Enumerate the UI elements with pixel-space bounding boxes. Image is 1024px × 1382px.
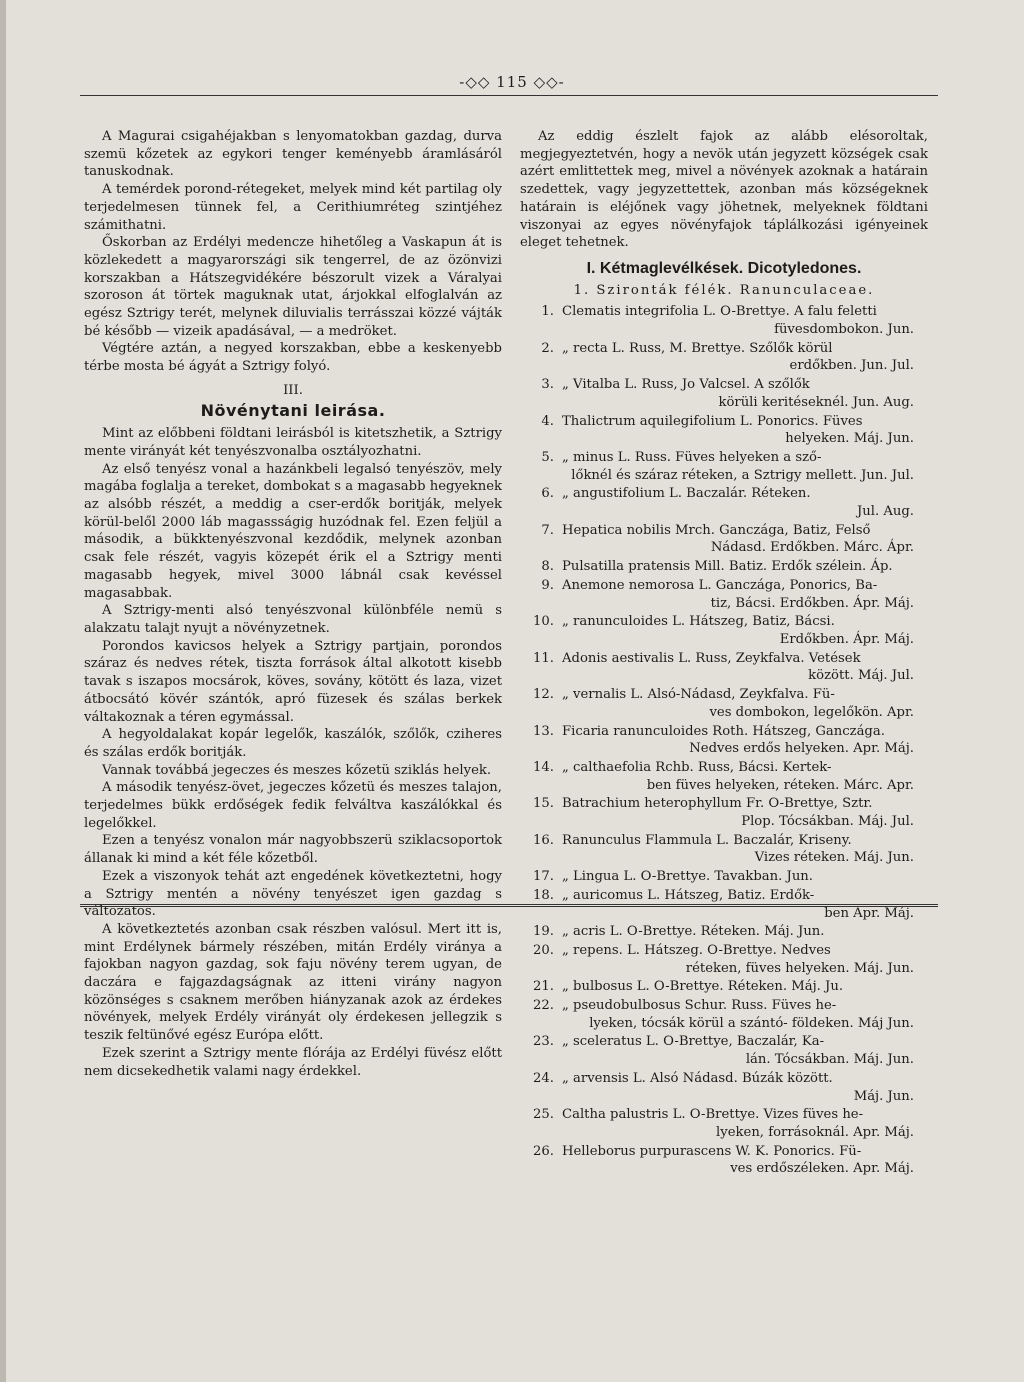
entry-line-1: Helleborus purpurascens W. K. Ponorics. Fü- [562,1143,862,1159]
entry-number: 21. [533,979,554,995]
species-entry [520,1143,928,1178]
entry-text [562,613,928,648]
paragraph: A Sztrigy-menti alsó tenyészvonal különbféle nemü s alakzatu talajt nyujt a növényzetnek. [84,603,502,636]
entry-text [562,1143,928,1178]
entry-line-1: „ Vitalba L. Russ, Jo Valcsel. A szőlők [562,377,810,393]
entry-text [562,485,928,520]
species-entry [520,577,928,612]
species-entry [520,413,928,448]
species-entry [520,1070,928,1105]
entry-text [562,923,928,941]
entry-number: 16. [533,832,554,848]
entry-text [562,759,928,794]
species-entry [520,303,928,338]
section-number: III. [283,382,303,398]
entry-number: 13. [533,723,554,739]
paragraph: Mint az előbbeni földtani leirásból is kitetszhetik, a Sztrigy mente virányát két tenyészvonalba osztályozhatni. [84,426,502,459]
entry-line-2: lőknél és száraz réteken, a Sztrigy mellett. Jun. Jul. [571,467,914,483]
paragraph: Az első tenyész vonal a hazánkbeli legalsó tenyészöv, mely magába foglalja a tereket, dombokat s a magasabb hegyeknek az alsóbb részét, a meddig a cser-erdők boritják, melyek körül-belől 2000 láb magassságig huzódnak fel. Ezen feljül a második, a bükktenyészvonal kezdődik, melynek azonban csak fele részét, vagyis közepét érik el a Sztrigy menti magasabb hegyek, mivel 3000 lábnál csak kevéssel magasabbak. [84,461,502,601]
species-entry [520,832,928,867]
entry-number: 8. [541,559,554,575]
paragraph: Ezek a viszonyok tehát azt engedének következtetni, hogy a Sztrigy mentén a növény tenyészet igen gazdag s változatos. [84,868,502,920]
entry-line-2: körüli keritéseknél. Jun. Aug. [718,394,914,410]
entry-number: 20. [533,942,554,958]
entry-number: 18. [533,887,554,903]
paragraph: A második tenyész-övet, jegeczes kőzetü és meszes talajon, terjedelmes bükk erdőségek fedik felváltva kaszálókkal és legelőkkel. [84,780,502,831]
entry-line-1: „ calthaefolia Rchb. Russ, Bácsi. Kertek- [562,759,832,775]
entry-line-1: Batrachium heterophyllum Fr. O-Brettye, Sztr. [562,796,873,812]
species-list [520,303,928,1178]
section-title: Növénytani leirása. [200,400,386,420]
entry-line-2: ves dombokon, legelőkön. Apr. [709,704,914,720]
entry-text [562,832,928,867]
entry-text [562,978,928,996]
family-heading: 1. Szironták félék. Ranunculaceae. [573,282,875,298]
entry-number: 1. [541,304,554,320]
entry-line-2: Nedves erdős helyeken. Apr. Máj. [689,741,914,757]
species-entry [520,650,928,685]
class-heading: I. Kétmaglevélkések. Dicotyledones. [586,259,862,277]
entry-text [562,577,928,612]
entry-line-2: Vizes réteken. Máj. Jun. [754,850,914,866]
species-entry [520,795,928,830]
entry-line-1: „ bulbosus L. O-Brettye. Réteken. Máj. Ju. [562,979,844,995]
right-column [520,128,928,1179]
entry-number: 12. [533,687,554,703]
paragraph: Vannak továbbá jegeczes és meszes kőzetü sziklás helyek. [102,762,492,778]
entry-line-2: tiz, Bácsi. Erdőkben. Ápr. Máj. [710,595,914,611]
species-entry [520,868,928,886]
species-entry [520,997,928,1032]
entry-line-1: „ ranunculoides L. Hátszeg, Batiz, Bácsi. [562,614,835,630]
species-entry [520,978,928,996]
entry-line-1: „ vernalis L. Alsó-Nádasd, Zeykfalva. Fü- [562,687,835,703]
entry-text [562,650,928,685]
entry-text [562,1070,928,1105]
entry-number: 17. [533,869,554,885]
species-entry [520,340,928,375]
entry-number: 7. [541,522,554,538]
entry-line-1: „ recta L. Russ, M. Brettye. Szőlők körül [562,340,833,356]
entry-number: 9. [541,577,554,593]
species-entry [520,1033,928,1068]
entry-text [562,449,928,484]
entry-number: 15. [533,796,554,812]
entry-line-1: Ficaria ranunculoides Roth. Hátszeg, Ganczága. [562,723,885,739]
entry-line-2: Máj. Jun. [853,1088,914,1104]
entry-text [562,868,928,886]
entry-line-1: „ sceleratus L. O-Brettye, Baczalár, Ka- [562,1034,825,1050]
entry-number: 26. [533,1143,554,1159]
species-entry [520,723,928,758]
entry-text [562,558,928,576]
entry-number: 3. [541,377,554,393]
entry-line-1: „ pseudobulbosus Schur. Russ. Füves he- [562,998,837,1014]
entry-number: 14. [533,759,554,775]
entry-number: 5. [541,449,554,465]
entry-number: 23. [533,1034,554,1050]
species-entry [520,558,928,576]
binding-edge [0,0,6,1382]
entry-text [562,686,928,721]
paragraph: Porondos kavicsos helyek a Sztrigy partjain, porondos száraz és nedves rétek, tiszta források által alkotott kisebb tavak s iszapos mocsárok, köves, sovány, kötött és laza, vizet átbocsátó kövér szántók, apró füzesek és szálas berkek váltakoznak a téren egymással. [84,638,502,725]
entry-line-1: Clematis integrifolia L. O-Brettye. A falu feletti [562,304,877,320]
entry-text [562,413,928,448]
paragraph: A temérdek porond-rétegeket, melyek mind két partilag oly terjedelmesen tünnek fel, a Cerithiumréteg szintjéhez számithatni. [84,182,502,233]
entry-line-2: Nádasd. Erdőkben. Márc. Ápr. [710,540,914,556]
entry-line-2: lyeken, forrásoknál. Apr. Máj. [716,1124,914,1140]
entry-line-1: Pulsatilla pratensis Mill. Batiz. Erdők szélein. Áp. [562,559,893,575]
entry-line-1: „ Lingua L. O-Brettye. Tavakban. Jun. [562,869,813,885]
entry-text [562,340,928,375]
entry-line-2: ben füves helyeken, réteken. Márc. Apr. [646,777,914,793]
entry-number: 6. [541,486,554,502]
entry-line-2: lán. Tócsákban. Máj. Jun. [745,1052,914,1068]
entry-line-2: lyeken, tócsák körül a szántó- földeken. Máj Jun. [589,1015,914,1031]
entry-line-1: Anemone nemorosa L. Ganczága, Ponorics, Ba- [562,577,878,593]
entry-line-1: Caltha palustris L. O-Brettye. Vizes füves he- [562,1107,864,1123]
entry-line-2: erdőkben. Jun. Jul. [789,358,914,374]
entry-number: 10. [533,614,554,630]
entry-line-2: helyeken. Máj. Jun. [785,431,914,447]
species-entry [520,613,928,648]
entry-text [562,997,928,1032]
paragraph: Ezen a tenyész vonalon már nagyobbszerü sziklacsoportok állanak ki mind a két féle kőzetből. [84,833,502,867]
left-column [84,128,502,1080]
entry-line-2: réteken, füves helyeken. Máj. Jun. [685,960,914,976]
entry-text [562,723,928,758]
entry-line-1: „ arvensis L. Alsó Nádasd. Búzák között. [562,1070,833,1086]
species-entry [520,923,928,941]
species-entry [520,942,928,977]
entry-number: 19. [533,924,554,940]
paragraph: A következtetés azonban csak részben valósul. Mert itt is, mint Erdélynek bármely részében, mitán Erdély viránya a fajokban nagyon gazdag, sok faju növény terem ugyan, de daczára e fajgazdagságnak az itteni virány nagyon közönséges s csaknem merőben hiányzanak azok az érdekes növények, melyek Erdély virányát oly érdekesen jellegzik s teszik feltünővé egész Európa előtt. [84,921,502,1044]
species-entry [520,449,928,484]
paragraph: Őskorban az Erdélyi medencze hihetőleg a Vaskapun át is közlekedett a magyarországi sik tengerrel, de az özönvizi korszakban a Hátszegvidékére bészorult vizek a Váralyai szoroson át törtek maguknak utat, árjokkal elfoglalván az egész Sztrigy terét, melynek diluvialis terrásszai közzé vájták bé később — vizeik apadásával, — a medröket. [84,235,502,339]
entry-number: 2. [541,340,554,356]
entry-line-1: Ranunculus Flammula L. Baczalár, Kriseny. [562,832,852,848]
entry-text [562,1106,928,1141]
entry-line-1: „ angustifolium L. Baczalár. Réteken. [562,486,811,502]
entry-line-1: „ minus L. Russ. Füves helyeken a sző- [562,449,822,465]
entry-line-2: Erdőkben. Ápr. Máj. [779,631,914,647]
entry-line-2: ben Apr. Máj. [824,905,914,921]
entry-line-2: között. Máj. Jul. [808,668,914,684]
entry-line-1: Adonis aestivalis L. Russ, Zeykfalva. Vetések [562,650,861,666]
entry-text [562,942,928,977]
entry-line-1: „ repens. L. Hátszeg. O-Brettye. Nedves [562,942,831,958]
entry-number: 11. [533,650,554,666]
entry-line-2: füvesdombokon. Jun. [774,322,914,338]
page-number: -◇◇ 115 ◇◇- [459,73,565,91]
species-entry [520,686,928,721]
species-entry [520,485,928,520]
bottom-rule [80,904,938,905]
entry-line-1: Hepatica nobilis Mrch. Ganczága, Batiz, Felső [562,522,871,538]
entry-number: 25. [533,1107,554,1123]
entry-line-2: Jul. Aug. [856,504,914,520]
paragraph: Végtére aztán, a negyed korszakban, ebbe a keskenyebb térbe mosta bé ágyát a Sztrigy folyó. [84,341,502,375]
entry-text [562,303,928,338]
paragraph: A Magurai csigahéjakban s lenyomatokban gazdag, durva szemü kőzetek az egykori tenger keményebb áramlásáról tanuskodnak. [84,129,502,180]
entry-line-2: ves erdőszéleken. Apr. Máj. [730,1161,914,1177]
entry-line-1: „ acris L. O-Brettye. Réteken. Máj. Jun. [562,924,825,940]
bottom-rule-double [80,906,938,907]
species-entry [520,522,928,557]
entry-text [562,522,928,557]
entry-number: 24. [533,1070,554,1086]
species-entry [520,759,928,794]
paragraph: Ezek szerint a Sztrigy mente flórája az Erdélyi füvész előtt nem dicsekedhetik valami nagy érdekkel. [84,1045,502,1079]
entry-text [562,376,928,411]
entry-text [562,1033,928,1068]
intro-paragraph: Az eddig észlelt fajok az alább elésoroltak, megjegyeztetvén, hogy a nevök után jegyzett községek csak azért emlittettek meg, mivel a növények azoknak a határain szedettek, vagy jegyzettettek, azonban más községeknek határain is eléjőnek vagy jöhetnek, melyeknek földtani viszonyai az egyes növényfajok táplálkozási igényeinek eleget tehetnek. [520,129,928,251]
entry-line-1: „ auricomus L. Hátszeg, Batiz. Erdők- [562,887,815,903]
species-entry [520,1106,928,1141]
entry-line-2: Plop. Tócsákban. Máj. Jul. [741,814,914,830]
paragraph: A hegyoldalakat kopár legelők, kaszálók, szőlők, cziheres és szálas erdők boritják. [84,727,502,760]
species-entry [520,376,928,411]
entry-line-1: Thalictrum aquilegifolium L. Ponorics. Füves [562,413,863,429]
entry-number: 22. [533,998,554,1014]
top-rule [80,95,938,96]
entry-text [562,795,928,830]
entry-number: 4. [541,413,554,429]
